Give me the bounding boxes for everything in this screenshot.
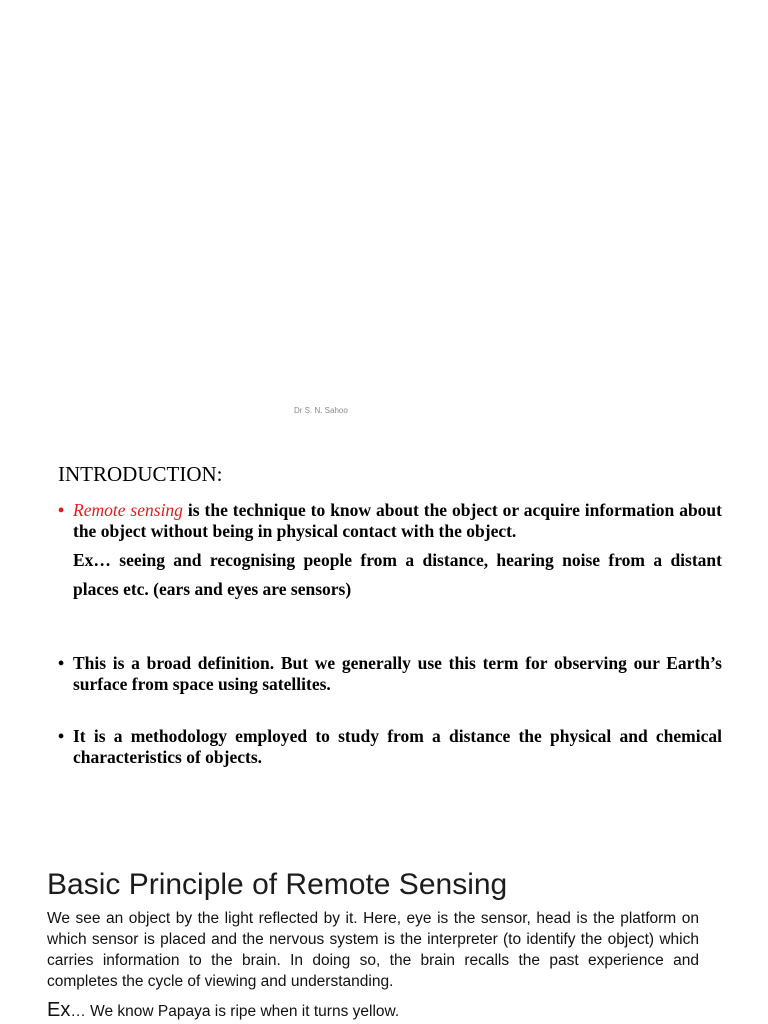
- introduction-heading: INTRODUCTION:: [58, 462, 223, 486]
- principle-paragraph: We see an object by the light reflected by it. Here, eye is the sensor, head is the platform on which sensor is placed and the nervous system is the interpreter (to identify the object) which carries information to the brain. In doing so, the brain recalls the past experience and completes the cycle of viewing and understanding.: [47, 910, 699, 990]
- example-sentence: … We know Papaya is ripe when it turns yellow.: [70, 1003, 400, 1020]
- bullet-body: It is a methodology employed to study from a distance the physical and chemical characteristics of objects.: [73, 726, 722, 767]
- definition-text: is the technique to know about the object or acquire information about the object without being in physical contact with the object.: [73, 500, 722, 541]
- bullet-methodology: [58, 726, 722, 768]
- bullet-body: This is a broad definition. But we generally use this term for observing our Earth’s surface from space using satellites.: [73, 653, 722, 694]
- bullet-broad-definition: [58, 653, 722, 695]
- remote-sensing-highlight: Remote sensing: [73, 500, 183, 520]
- bullet-dot: •: [58, 500, 65, 520]
- example-text: Ex… seeing and recognising people from a distance, hearing noise from a distant places etc. (ears and eyes are sensors): [73, 550, 722, 599]
- principle-title: Basic Principle of Remote Sensing: [47, 868, 508, 901]
- bullet-dot: •: [58, 726, 65, 746]
- principle-example: [47, 998, 707, 1024]
- author-credit: Dr S. N. Sahoo: [294, 406, 348, 415]
- example-label: Ex: [47, 999, 71, 1021]
- bullet-dot: •: [58, 653, 65, 673]
- bullet-definition: [58, 500, 722, 604]
- bullet-body: [73, 500, 722, 604]
